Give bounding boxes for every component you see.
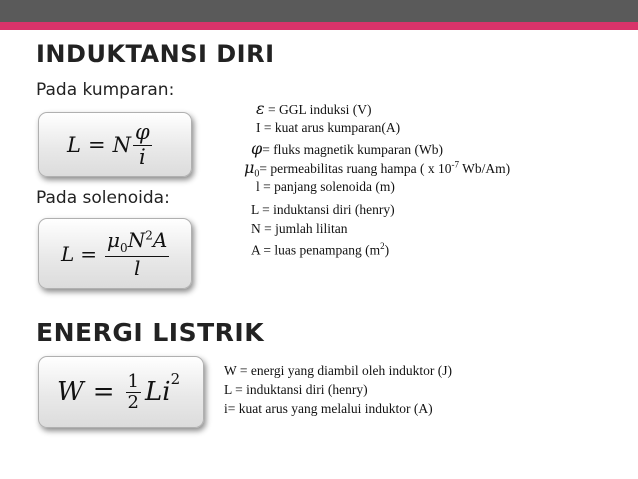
legend-inductance bbox=[251, 202, 395, 218]
legend-turns bbox=[251, 221, 347, 237]
mu-subscript: 0 bbox=[120, 241, 128, 256]
formula-coil-lhs: L bbox=[67, 133, 81, 157]
legend-text: = GGL induksi (V) bbox=[267, 102, 372, 117]
formula-energy-fraction bbox=[126, 372, 141, 413]
formula-coil-n: N bbox=[112, 133, 131, 157]
n-superscript: 2 bbox=[145, 228, 153, 243]
legend-text: = fluks magnetik kumparan (Wb) bbox=[262, 142, 444, 157]
formula-coil-eq: = bbox=[87, 133, 106, 157]
label-coil: Pada kumparan: bbox=[36, 80, 175, 100]
formula-coil-num: φ bbox=[134, 120, 150, 145]
formula-energy-sup: 2 bbox=[170, 370, 181, 388]
accent-bar bbox=[0, 22, 638, 30]
legend-flux bbox=[251, 139, 443, 158]
legend-energy-current: i= kuat arus yang melalui induktor (A) bbox=[224, 401, 433, 416]
formula-solenoid bbox=[61, 225, 171, 283]
legend-text: A = luas penampang (m bbox=[251, 242, 381, 258]
phi-symbol: φ bbox=[251, 139, 263, 158]
formula-box-coil bbox=[38, 112, 192, 177]
formula-solenoid-den: l bbox=[133, 255, 141, 280]
formula-energy-num: 1 bbox=[127, 370, 139, 392]
formula-solenoid-num bbox=[105, 229, 169, 255]
legend-permeability bbox=[244, 158, 510, 180]
formula-energy-body: Li bbox=[144, 377, 171, 407]
legend-text-end: ) bbox=[384, 242, 390, 258]
legend-text: N = jumlah lilitan bbox=[251, 221, 348, 236]
formula-solenoid-lhs: L bbox=[61, 242, 75, 266]
formula-energy-den: 2 bbox=[127, 391, 139, 413]
a-symbol: A bbox=[152, 228, 168, 253]
formula-energy-eq: = bbox=[92, 377, 115, 407]
legend-superscript: 2 bbox=[380, 241, 385, 251]
formula-box-energy bbox=[38, 356, 204, 428]
legend-text: I = kuat arus kumparan(A) bbox=[256, 120, 401, 135]
formula-energy bbox=[57, 362, 180, 422]
legend-energy-inductance: L = induktansi diri (henry) bbox=[224, 382, 368, 397]
n-symbol: N bbox=[127, 228, 146, 253]
mu-symbol: μ bbox=[244, 158, 255, 177]
legend-emf bbox=[256, 99, 371, 118]
section-title-induktansi: INDUKTANSI DIRI bbox=[36, 40, 275, 68]
formula-coil-fraction bbox=[133, 121, 152, 168]
formula-coil bbox=[67, 119, 154, 171]
formula-box-solenoid bbox=[38, 218, 192, 289]
top-bar bbox=[0, 0, 638, 22]
formula-solenoid-fraction bbox=[105, 229, 169, 278]
legend-text: l = panjang solenoida (m) bbox=[256, 179, 395, 194]
section-title-energi: ENERGI LISTRIK bbox=[36, 318, 265, 347]
legend-current bbox=[256, 120, 400, 136]
legend-superscript: -7 bbox=[451, 159, 459, 170]
legend-energy: W = energi yang diambil oleh induktor (J) bbox=[224, 363, 452, 378]
legend-text: L = induktansi diri (henry) bbox=[251, 202, 395, 217]
legend-text: = permeabilitas ruang hampa ( x 10 bbox=[259, 161, 452, 176]
formula-solenoid-eq: = bbox=[80, 242, 98, 266]
formula-coil-den: i bbox=[138, 144, 146, 169]
legend-text-end: Wb/Am) bbox=[458, 161, 511, 176]
legend-length bbox=[256, 179, 395, 195]
mu-subscript: 0 bbox=[254, 168, 260, 180]
mu-symbol: μ bbox=[107, 228, 121, 253]
formula-energy-lhs: W bbox=[57, 377, 84, 407]
label-solenoid: Pada solenoida: bbox=[36, 188, 170, 208]
legend-area bbox=[251, 241, 389, 259]
epsilon-symbol: ε bbox=[256, 99, 265, 118]
